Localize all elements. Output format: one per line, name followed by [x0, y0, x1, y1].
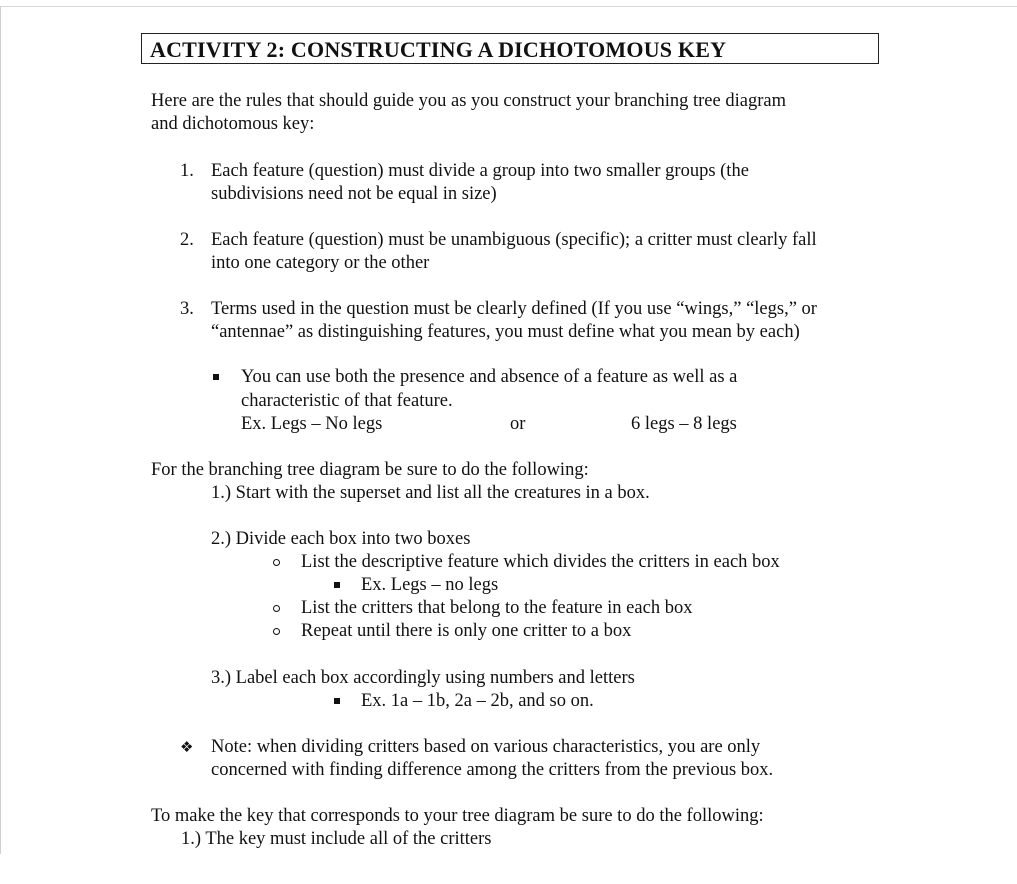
rule-1-line-2: subdivisions need not be equal in size)	[211, 184, 497, 204]
tree-step-3-example: Ex. 1a – 1b, 2a – 2b, and so on.	[361, 691, 594, 711]
circle-bullet-icon	[273, 605, 280, 612]
circle-bullet-icon	[273, 559, 280, 566]
intro-line-1: Here are the rules that should guide you as you construct your branching tree diagram	[151, 91, 786, 111]
rule-3-number: 3.	[180, 299, 194, 319]
rule-3-line-2: “antennae” as distinguishing features, you must define what you mean by each)	[211, 322, 800, 342]
rule-3-example-right: 6 legs – 8 legs	[631, 414, 737, 434]
rule-2-line-2: into one category or the other	[211, 253, 430, 273]
rule-3-example-left: Ex. Legs – No legs	[241, 414, 383, 434]
page-title: ACTIVITY 2: CONSTRUCTING A DICHOTOMOUS KEY	[150, 37, 727, 62]
rule-2-number: 2.	[180, 230, 194, 250]
tree-step-2-sub-2: List the critters that belong to the feature in each box	[301, 598, 693, 618]
diamond-bullet-icon: ❖	[180, 738, 194, 756]
tree-step-2-sub-3: Repeat until there is only one critter to a box	[301, 621, 632, 641]
page-top-edge	[0, 6, 1017, 7]
tree-step-2: 2.) Divide each box into two boxes	[211, 529, 471, 549]
tree-step-3: 3.) Label each box accordingly using numbers and letters	[211, 668, 635, 688]
rule-3-bullet-line-1: You can use both the presence and absence of a feature as well as a	[241, 367, 738, 387]
tree-step-2-sub-1: List the descriptive feature which divides the critters in each box	[301, 552, 780, 572]
tree-step-2-sub-1-example: Ex. Legs – no legs	[361, 575, 499, 595]
intro-line-2: and dichotomous key:	[151, 114, 315, 134]
rule-3-bullet-line-2: characteristic of that feature.	[241, 391, 453, 411]
rule-1-line-1: Each feature (question) must divide a group into two smaller groups (the	[211, 161, 749, 181]
note-line-2: concerned with finding difference among the critters from the previous box.	[211, 760, 774, 780]
tree-section-heading: For the branching tree diagram be sure to do the following:	[151, 460, 589, 480]
page-left-edge	[0, 6, 1, 854]
key-step-1: 1.) The key must include all of the critters	[181, 829, 492, 849]
rule-3-line-1: Terms used in the question must be clearly defined (If you use “wings,” “legs,” or	[211, 299, 817, 319]
square-bullet-icon	[213, 374, 219, 380]
square-bullet-icon	[334, 582, 340, 588]
rule-2-line-1: Each feature (question) must be unambiguous (specific); a critter must clearly fall	[211, 230, 817, 250]
square-bullet-icon	[334, 698, 340, 704]
note-line-1: Note: when dividing critters based on various characteristics, you are only	[211, 737, 761, 757]
circle-bullet-icon	[273, 628, 280, 635]
rule-3-example-or: or	[510, 414, 526, 434]
tree-step-1: 1.) Start with the superset and list all the creatures in a box.	[211, 483, 650, 503]
key-section-heading: To make the key that corresponds to your tree diagram be sure to do the following:	[151, 806, 764, 826]
rule-1-number: 1.	[180, 161, 194, 181]
